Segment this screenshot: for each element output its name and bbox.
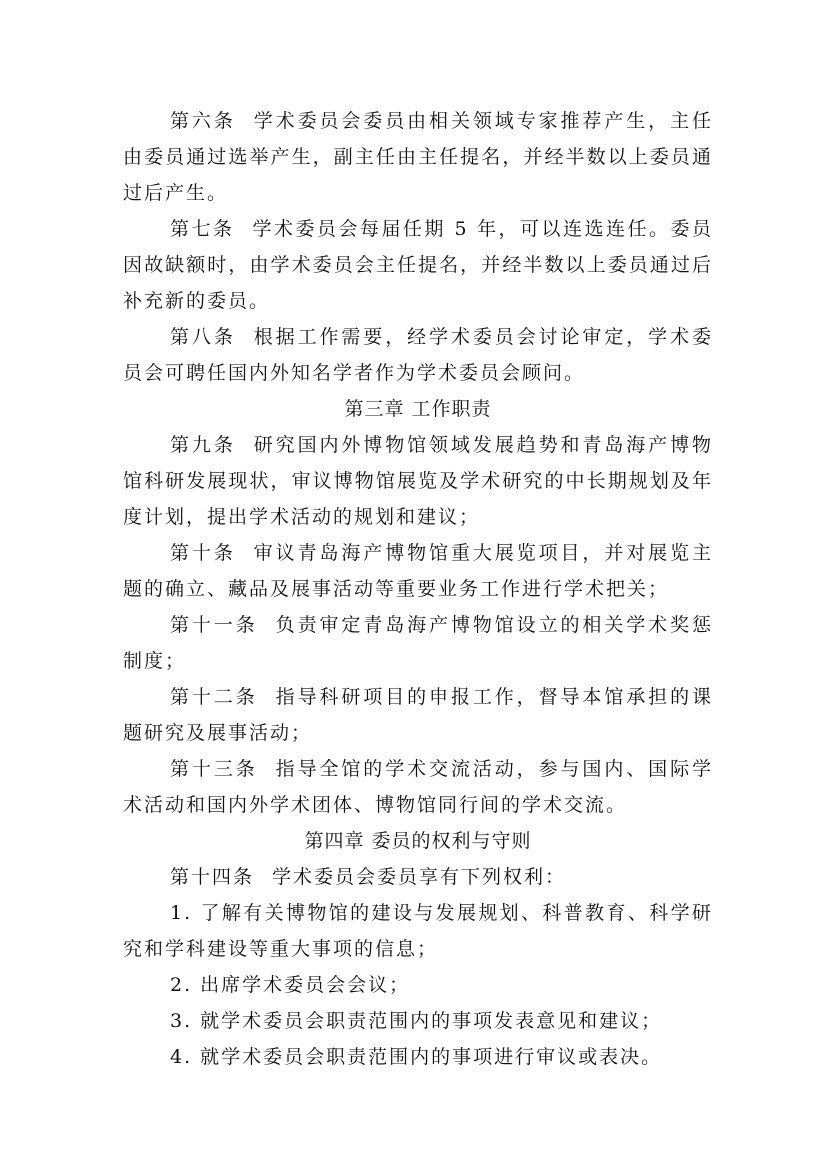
paragraph-text: 4. 就学术委员会职责范围内的事项进行审议或表决。 — [170, 1046, 663, 1068]
article-number: 第十四条 — [170, 866, 255, 888]
paragraph-text: 3. 就学术委员会职责范围内的事项发表意见和建议； — [170, 1010, 663, 1032]
article-paragraph — [123, 427, 713, 535]
article-number: 第十条 — [170, 542, 236, 564]
list-item — [123, 967, 713, 1003]
article-number: 第十一条 — [170, 614, 258, 636]
article-paragraph — [123, 679, 713, 751]
article-number: 第六条 — [170, 110, 236, 132]
paragraph-text: 负责审定青岛海产博物馆设立的相关学术奖惩制度； — [123, 614, 713, 672]
list-item — [123, 1039, 713, 1075]
article-number: 第九条 — [170, 434, 236, 456]
article-paragraph — [123, 751, 713, 823]
article-number: 第八条 — [170, 326, 236, 348]
article-paragraph — [123, 103, 713, 211]
article-paragraph — [123, 535, 713, 607]
paragraph-text: 根据工作需要，经学术委员会讨论审定，学术委员会可聘任国内外知名学者作为学术委员会顾问。 — [123, 326, 713, 384]
article-number: 第十三条 — [170, 758, 258, 780]
article-number: 第七条 — [170, 218, 235, 240]
paragraph-text: 2. 出席学术委员会会议； — [170, 974, 411, 996]
chapter-heading: 第三章 工作职责 — [344, 398, 492, 420]
paragraph-text: 学术委员会委员由相关领域专家推荐产生，主任由委员通过选举产生，副主任由主任提名，并经半数以上委员通过后产生。 — [123, 110, 713, 204]
article-paragraph — [123, 607, 713, 679]
paragraph-text: 学术委员会每届任期 5 年，可以连选连任。委员因故缺额时，由学术委员会主任提名，并经半数以上委员通过后补充新的委员。 — [123, 218, 713, 312]
list-item — [123, 1003, 713, 1039]
paragraph-text: 研究国内外博物馆领域发展趋势和青岛海产博物馆科研发展现状，审议博物馆展览及学术研究的中长期规划及年度计划，提出学术活动的规划和建议； — [123, 434, 713, 528]
paragraph-text: 1. 了解有关博物馆的建设与发展规划、科普教育、科学研究和学科建设等重大事项的信息； — [123, 902, 713, 960]
paragraph-text: 审议青岛海产博物馆重大展览项目，并对展览主题的确立、藏品及展事活动等重要业务工作进行学术把关； — [123, 542, 713, 600]
paragraph-text: 指导全馆的学术交流活动，参与国内、国际学术活动和国内外学术团体、博物馆同行间的学术交流。 — [123, 758, 713, 816]
chapter-heading: 第四章 委员的权利与守则 — [304, 830, 532, 852]
article-paragraph — [123, 859, 713, 895]
article-paragraph — [123, 319, 713, 391]
article-number: 第十二条 — [170, 686, 258, 708]
list-item — [123, 895, 713, 967]
document-body — [123, 103, 713, 1075]
paragraph-text: 指导科研项目的申报工作，督导本馆承担的课题研究及展事活动； — [123, 686, 713, 744]
article-paragraph — [123, 211, 713, 319]
paragraph-text: 学术委员会委员享有下列权利： — [272, 866, 567, 888]
